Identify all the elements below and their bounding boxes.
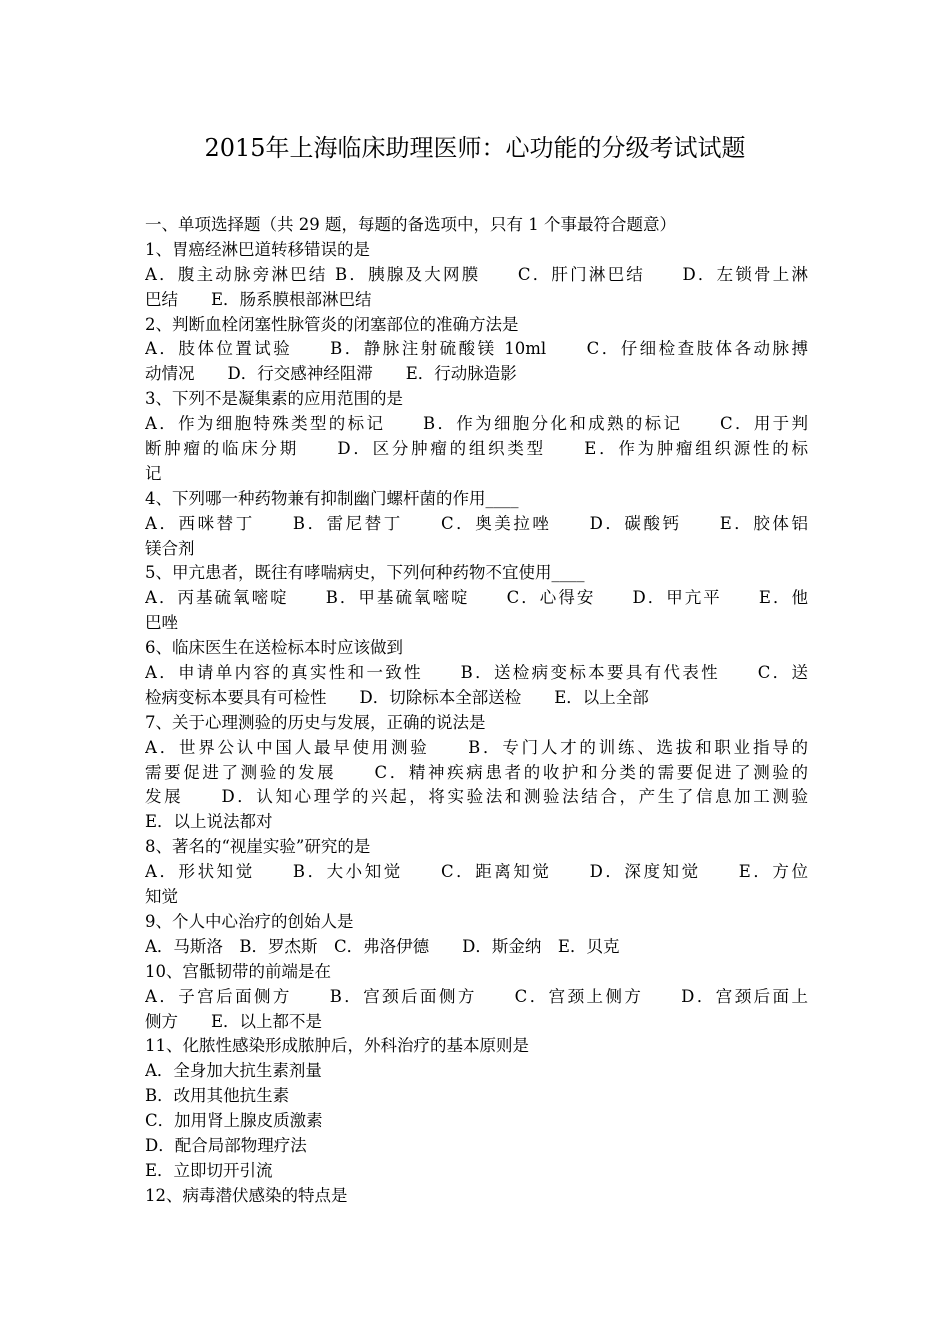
question-item	[145, 238, 808, 313]
option-line: 断肿瘤的临床分期 D．区分肿瘤的组织类型 E．作为肿瘤组织源性的标	[145, 439, 808, 459]
question-item	[145, 636, 808, 711]
option-line: B．改用其他抗生素	[145, 1086, 290, 1106]
option-line: A．肢体位置试验 B．静脉注射硫酸镁 10ml C．仔细检查肢体各动脉搏	[145, 339, 808, 359]
option-line: 镁合剂	[145, 538, 195, 558]
question-item	[145, 711, 808, 835]
option-line: A．形状知觉 B．大小知觉 C．距离知觉 D．深度知觉 E．方位	[145, 862, 808, 882]
option-line: A．西咪替丁 B．雷尼替丁 C．奥美拉唑 D．碳酸钙 E．胶体铝	[145, 513, 808, 533]
option-line: 需要促进了测验的发展 C．精神疾病患者的收护和分类的需要促进了测验的	[145, 762, 808, 782]
option-line: A．马斯洛 B．罗杰斯 C．弗洛伊德 D．斯金纳 E．贝克	[145, 936, 620, 956]
question-stem: 6、临床医生在送检标本时应该做到	[145, 638, 403, 658]
section-header: 一、单项选择题（共 29 题，每题的备选项中，只有 1 个事最符合题意）	[145, 215, 676, 234]
question-stem: 7、关于心理测验的历史与发展，正确的说法是	[145, 712, 486, 732]
question-stem: 8、著名的“视崖实验”研究的是	[145, 837, 371, 857]
option-line: 发展 D．认知心理学的兴起，将实验法和测验法结合，产生了信息加工测验	[145, 787, 808, 807]
option-line: E．以上说法都对	[145, 812, 273, 832]
option-line: A．子宫后面侧方 B．宫颈后面侧方 C．宫颈上侧方 D．宫颈后面上	[145, 986, 808, 1006]
question-item	[145, 313, 808, 388]
option-line: A．作为细胞特殊类型的标记 B．作为细胞分化和成熟的标记 C．用于判	[145, 414, 808, 434]
question-item	[145, 387, 808, 487]
option-line: A．丙基硫氧嘧啶 B．甲基硫氧嘧啶 C．心得安 D．甲亢平 E．他	[145, 588, 808, 608]
question-item	[145, 910, 808, 960]
question-item	[145, 1034, 808, 1183]
option-line: 巴唑	[145, 613, 178, 633]
option-line: D．配合局部物理疗法	[145, 1135, 307, 1155]
option-line: 侧方 E．以上都不是	[145, 1011, 323, 1031]
option-line: 知觉	[145, 887, 178, 907]
title-text: 2015年上海临床助理医师：心功能的分级考试试题	[204, 134, 746, 162]
exam-body	[145, 213, 808, 1209]
option-line: A．全身加大抗生素剂量	[145, 1061, 322, 1081]
question-stem: 12、病毒潜伏感染的特点是	[145, 1185, 348, 1205]
option-line: 动情况 D．行交感神经阻滞 E．行动脉造影	[145, 364, 517, 384]
option-line: 记	[145, 463, 162, 483]
document-title	[0, 128, 950, 168]
option-line: A．腹主动脉旁淋巴结 B．胰腺及大网膜 C．肝门淋巴结 D．左锁骨上淋	[145, 264, 808, 284]
question-stem: 3、下列不是凝集素的应用范围的是	[145, 389, 403, 409]
question-stem: 11、化脓性感染形成脓肿后，外科治疗的基本原则是	[145, 1036, 529, 1056]
question-item	[145, 835, 808, 910]
question-item	[145, 487, 808, 562]
question-stem: 5、甲亢患者，既往有哮喘病史，下列何种药物不宜使用____	[145, 563, 585, 583]
question-list	[145, 238, 808, 1209]
question-stem: 2、判断血栓闭塞性脉管炎的闭塞部位的准确方法是	[145, 314, 519, 334]
question-item	[145, 960, 808, 1035]
option-line: A．世界公认中国人最早使用测验 B．专门人才的训练、选拔和职业指导的	[145, 737, 808, 757]
question-stem: 1、胃癌经淋巴道转移错误的是	[145, 239, 370, 259]
question-stem: 10、宫骶韧带的前端是在	[145, 961, 331, 981]
question-stem: 4、下列哪一种药物兼有抑制幽门螺杆菌的作用____	[145, 488, 519, 508]
question-stem: 9、个人中心治疗的创始人是	[145, 911, 354, 931]
option-line: A．申请单内容的真实性和一致性 B．送检病变标本要具有代表性 C．送	[145, 663, 808, 683]
option-line: C．加用肾上腺皮质激素	[145, 1111, 323, 1131]
option-line: E．立即切开引流	[145, 1160, 273, 1180]
question-item	[145, 1184, 808, 1209]
option-line: 检病变标本要具有可检性 D．切除标本全部送检 E．以上全部	[145, 687, 649, 707]
option-line: 巴结 E．肠系膜根部淋巴结	[145, 289, 372, 309]
question-item	[145, 561, 808, 636]
